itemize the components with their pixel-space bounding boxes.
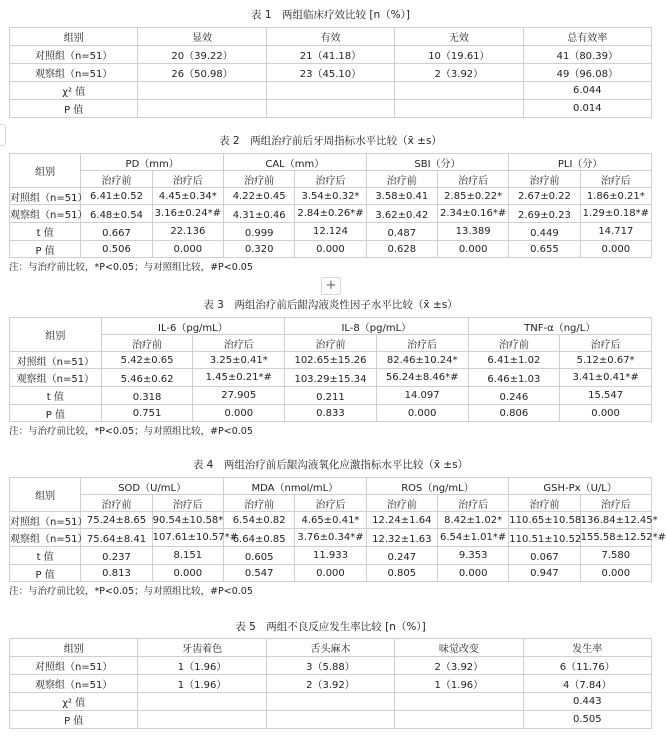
table-cell: 0.000 (152, 565, 223, 582)
table-cell: 0.813 (81, 565, 152, 582)
table-subheader-row (10, 495, 652, 512)
table-cell (395, 100, 523, 118)
sub-header: 治疗后 (580, 495, 651, 512)
table-4-section (0, 458, 666, 599)
table-cell: 107.61±10.57*# (152, 529, 223, 547)
table-row (10, 547, 652, 565)
table-cell: P 值 (10, 405, 102, 422)
sub-header: 治疗后 (560, 335, 652, 352)
table-cell: P 值 (10, 241, 81, 258)
table-row (10, 64, 652, 82)
column-header: 舌头麻木 (266, 639, 394, 657)
table-cell: 13.389 (437, 223, 508, 241)
sub-header: 治疗后 (152, 171, 223, 188)
table-3-note: 注：与治疗前比较，*P<0.05；与对照组比较，#P<0.05 (9, 426, 253, 437)
table-cell: 0.000 (152, 241, 223, 258)
table-2-note: 注：与治疗前比较，*P<0.05；与对照组比较，#P<0.05 (9, 262, 253, 273)
table-header-row (10, 318, 652, 335)
table-cell: 1.29±0.18*# (580, 205, 651, 223)
table-row (10, 675, 652, 693)
table-cell: 观察组（n=51） (10, 205, 81, 223)
sub-header: 治疗前 (366, 171, 437, 188)
table-cell: 0.667 (81, 223, 152, 241)
table-row (10, 205, 652, 223)
sub-header: 治疗前 (223, 495, 294, 512)
table-cell: 2.34±0.16*# (437, 205, 508, 223)
table-cell (138, 711, 266, 729)
table-header-row (10, 154, 652, 171)
table-cell: 12.24±1.64 (366, 512, 437, 529)
table-cell: 0.655 (509, 241, 580, 258)
table-cell: 0.751 (101, 405, 193, 422)
table-cell: P 值 (10, 100, 138, 118)
table-cell: P 值 (10, 711, 138, 729)
table-row (10, 188, 652, 205)
table-cell: 0.247 (366, 547, 437, 565)
table-cell: 6.54±1.01*# (437, 529, 508, 547)
table-cell (266, 693, 394, 711)
table-cell: 6.044 (523, 82, 651, 100)
table-cell (266, 82, 394, 100)
table-cell: 3.25±0.41* (193, 352, 285, 369)
table-cell: 3.41±0.41*# (560, 369, 652, 387)
table-cell: 3.54±0.32* (295, 188, 366, 205)
table-cell: 3.76±0.34*# (295, 529, 366, 547)
table-cell: 1（1.96） (138, 675, 266, 693)
table-cell: 136.84±12.45* (580, 512, 651, 529)
table-5-title: 表 5 两组不良反应发生率比较 [n（%）] (235, 621, 426, 633)
table-cell: 0.318 (101, 387, 193, 405)
table-cell: 0.806 (468, 405, 560, 422)
table-cell: 0.067 (509, 547, 580, 565)
table-cell: 0.246 (468, 387, 560, 405)
metric-header: IL-8（pg/mL） (285, 318, 468, 335)
metric-header: IL-6（pg/mL） (101, 318, 284, 335)
table-cell: χ² 值 (10, 693, 138, 711)
table-cell: 4.22±0.45 (223, 188, 294, 205)
table-cell: 26（50.98） (138, 64, 266, 82)
table-header-row (10, 28, 652, 46)
table-cell: 0.547 (223, 565, 294, 582)
table-cell: t 值 (10, 547, 81, 565)
table-cell: 0.628 (366, 241, 437, 258)
metric-header: GSH-Px（U/L） (509, 478, 652, 495)
table-cell: 观察组（n=51） (10, 529, 81, 547)
table-cell: 3.62±0.42 (366, 205, 437, 223)
table-row (10, 223, 652, 241)
column-header: 无效 (395, 28, 523, 46)
table-cell: 6.46±1.03 (468, 369, 560, 387)
sub-header: 治疗后 (580, 171, 651, 188)
table-cell: 110.51±10.52 (509, 529, 580, 547)
table-cell (266, 100, 394, 118)
table-cell: 对照组（n=51） (10, 46, 138, 64)
table-cell (138, 100, 266, 118)
table-cell: 155.58±12.52*# (580, 529, 651, 547)
table-row (10, 565, 652, 582)
sub-header: 治疗后 (295, 171, 366, 188)
table-cell: 90.54±10.58* (152, 512, 223, 529)
table-cell: 0.000 (437, 241, 508, 258)
insert-plus-button[interactable]: + (321, 277, 341, 295)
table-cell: 23（45.10） (266, 64, 394, 82)
table-cell: 6.41±0.52 (81, 188, 152, 205)
table-cell: 0.487 (366, 223, 437, 241)
table-cell: 0.449 (509, 223, 580, 241)
metric-header: PLI（分） (509, 154, 652, 171)
table-row (10, 693, 652, 711)
table-cell: 82.46±10.24* (376, 352, 468, 369)
table-cell: 对照组（n=51） (10, 512, 81, 529)
sub-header: 治疗后 (376, 335, 468, 352)
table-cell: 6.48±0.54 (81, 205, 152, 223)
table-cell: 0.805 (366, 565, 437, 582)
table-cell: 观察组（n=51） (10, 675, 138, 693)
sub-header: 治疗前 (509, 495, 580, 512)
table-cell: 0.947 (509, 565, 580, 582)
table-cell: 0.506 (81, 241, 152, 258)
sub-header: 治疗前 (468, 335, 560, 352)
column-header: 总有效率 (523, 28, 651, 46)
table-cell (138, 82, 266, 100)
table-cell: 8.151 (152, 547, 223, 565)
table-5 (9, 638, 652, 729)
table-cell: 0.000 (437, 565, 508, 582)
table-2-title: 表 2 两组治疗前后牙周指标水平比较（x̄ ±s） (219, 135, 442, 147)
table-cell: 10（19.61） (395, 46, 523, 64)
table-row (10, 46, 652, 64)
table-cell: 2.69±0.23 (509, 205, 580, 223)
table-cell: 6.54±0.82 (223, 512, 294, 529)
table-cell: χ² 值 (10, 82, 138, 100)
table-cell: 103.29±15.34 (285, 369, 377, 387)
table-cell: 22.136 (152, 223, 223, 241)
table-cell: 0.000 (580, 565, 651, 582)
table-cell: 0.505 (523, 711, 651, 729)
table-cell: 7.580 (580, 547, 651, 565)
table-cell: 6.41±1.02 (468, 352, 560, 369)
sub-header: 治疗前 (81, 171, 152, 188)
table-cell (395, 693, 523, 711)
sub-header: 治疗后 (193, 335, 285, 352)
table-cell: 4（7.84） (523, 675, 651, 693)
table-cell: 2（3.92） (266, 675, 394, 693)
table-cell: 3（5.88） (266, 657, 394, 675)
table-cell: 4.45±0.34* (152, 188, 223, 205)
table-row (10, 369, 652, 387)
table-header-row (10, 478, 652, 495)
table-cell: 对照组（n=51） (10, 657, 138, 675)
sub-header: 治疗后 (295, 495, 366, 512)
metric-header: PD（mm） (81, 154, 224, 171)
table-cell: 12.32±1.63 (366, 529, 437, 547)
table-row (10, 352, 652, 369)
table-cell: 102.65±15.26 (285, 352, 377, 369)
table-cell: 14.717 (580, 223, 651, 241)
table-row (10, 100, 652, 118)
table-cell: 观察组（n=51） (10, 369, 102, 387)
table-cell: 0.443 (523, 693, 651, 711)
table-cell: 对照组（n=51） (10, 352, 102, 369)
table-cell: 0.237 (81, 547, 152, 565)
sub-header: 治疗后 (152, 495, 223, 512)
table-cell: 0.000 (193, 405, 285, 422)
table-cell: 3.16±0.24*# (152, 205, 223, 223)
table-subheader-row (10, 335, 652, 352)
table-cell: 0.000 (376, 405, 468, 422)
table-cell: 0.000 (295, 565, 366, 582)
column-header: 发生率 (523, 639, 651, 657)
table-2-section (0, 134, 661, 275)
table-cell: 0.211 (285, 387, 377, 405)
table-4 (9, 477, 666, 582)
metric-header: SBI（分） (366, 154, 509, 171)
table-cell: 0.999 (223, 223, 294, 241)
table-3-title: 表 3 两组治疗前后龈沟液炎性因子水平比较（x̄ ±s） (203, 299, 458, 311)
table-4-title: 表 4 两组治疗前后龈沟液氧化应激指标水平比较（x̄ ±s） (192, 459, 469, 471)
table-row (10, 512, 652, 529)
table-cell: 0.014 (523, 100, 651, 118)
table-cell: 2（3.92） (395, 64, 523, 82)
table-cell: 1.86±0.21* (580, 188, 651, 205)
table-cell: 11.933 (295, 547, 366, 565)
table-cell: 8.42±1.02* (437, 512, 508, 529)
table-cell: 15.547 (560, 387, 652, 405)
table-2 (9, 153, 652, 258)
sub-header: 治疗前 (101, 335, 193, 352)
column-header: 味觉改变 (395, 639, 523, 657)
group-header: 组别 (10, 478, 81, 512)
column-header: 组别 (10, 28, 138, 46)
metric-header: CAL（mm） (223, 154, 366, 171)
column-header: 组别 (10, 639, 138, 657)
column-header: 有效 (266, 28, 394, 46)
table-cell: 0.320 (223, 241, 294, 258)
metric-header: MDA（nmol/mL） (223, 478, 366, 495)
table-cell: t 值 (10, 223, 81, 241)
table-cell: 5.12±0.67* (560, 352, 652, 369)
table-cell: 41（80.39） (523, 46, 651, 64)
table-row (10, 657, 652, 675)
group-header: 组别 (10, 154, 81, 188)
table-row (10, 387, 652, 405)
sub-header: 治疗前 (285, 335, 377, 352)
table-cell: P 值 (10, 565, 81, 582)
table-cell: 对照组（n=51） (10, 188, 81, 205)
table-row (10, 82, 652, 100)
table-cell: 2.84±0.26*# (295, 205, 366, 223)
sub-header: 治疗前 (223, 171, 294, 188)
table-subheader-row (10, 171, 652, 188)
table-cell: 1（1.96） (138, 657, 266, 675)
table-cell: 56.24±8.46*# (376, 369, 468, 387)
table-cell: 4.31±0.46 (223, 205, 294, 223)
table-cell: 1.45±0.21*# (193, 369, 285, 387)
table-cell: 12.124 (295, 223, 366, 241)
table-cell: 0.000 (560, 405, 652, 422)
table-row (10, 711, 652, 729)
table-4-note: 注：与治疗前比较，*P<0.05；与对照组比较，#P<0.05 (9, 586, 253, 597)
table-header-row (10, 639, 652, 657)
metric-header: SOD（U/mL） (81, 478, 224, 495)
table-cell: 6（11.76） (523, 657, 651, 675)
table-cell (138, 693, 266, 711)
table-row (10, 241, 652, 258)
table-cell: 110.65±10.58 (509, 512, 580, 529)
table-5-section (0, 620, 661, 729)
table-row (10, 529, 652, 547)
sub-header: 治疗后 (437, 171, 508, 188)
group-header: 组别 (10, 318, 102, 352)
table-cell: 75.24±8.65 (81, 512, 152, 529)
column-header: 牙齿着色 (138, 639, 266, 657)
sub-header: 治疗前 (509, 171, 580, 188)
table-cell: 6.64±0.85 (223, 529, 294, 547)
table-cell: 观察组（n=51） (10, 64, 138, 82)
metric-header: ROS（ng/mL） (366, 478, 509, 495)
table-cell: 0.605 (223, 547, 294, 565)
table-cell: 20（39.22） (138, 46, 266, 64)
table-cell: 0.000 (295, 241, 366, 258)
table-cell: 5.46±0.62 (101, 369, 193, 387)
table-row (10, 405, 652, 422)
table-cell: t 值 (10, 387, 102, 405)
table-1-title: 表 1 两组临床疗效比较 [n（%）] (251, 9, 410, 21)
table-cell: 0.833 (285, 405, 377, 422)
table-cell: 9.353 (437, 547, 508, 565)
table-cell: 27.905 (193, 387, 285, 405)
table-cell: 1（1.96） (395, 675, 523, 693)
table-cell: 2.67±0.22 (509, 188, 580, 205)
table-cell: 49（96.08） (523, 64, 651, 82)
sub-header: 治疗前 (366, 495, 437, 512)
sub-header: 治疗前 (81, 495, 152, 512)
column-header: 显效 (138, 28, 266, 46)
table-cell (395, 82, 523, 100)
table-cell: 4.65±0.41* (295, 512, 366, 529)
table-1-section (0, 8, 661, 118)
table-cell: 3.58±0.41 (366, 188, 437, 205)
table-cell: 75.64±8.41 (81, 529, 152, 547)
table-cell: 2（3.92） (395, 657, 523, 675)
table-cell: 14.097 (376, 387, 468, 405)
metric-header: TNF-α（ng/L） (468, 318, 651, 335)
table-1 (9, 27, 652, 118)
table-cell (266, 711, 394, 729)
table-cell: 0.000 (580, 241, 651, 258)
table-cell (395, 711, 523, 729)
table-cell: 21（41.18） (266, 46, 394, 64)
table-cell: 5.42±0.65 (101, 352, 193, 369)
table-cell: 2.85±0.22* (437, 188, 508, 205)
table-3-section (0, 298, 661, 439)
table-3 (9, 317, 652, 422)
sub-header: 治疗后 (437, 495, 508, 512)
